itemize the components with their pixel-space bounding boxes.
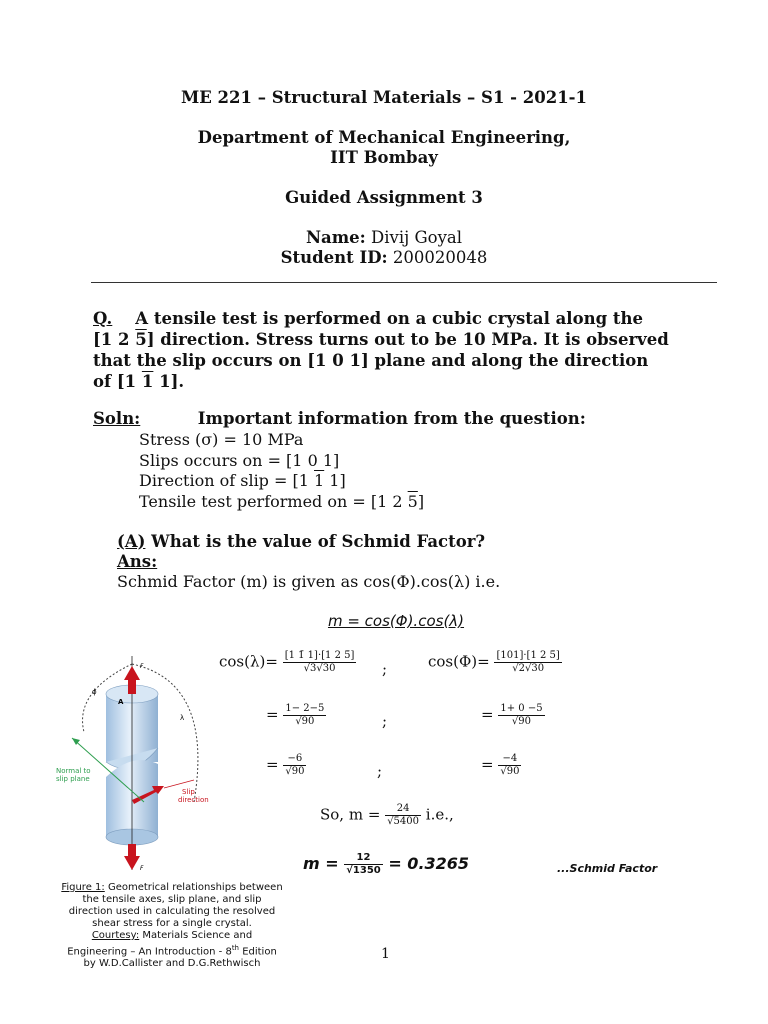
label-phi: ϕ: [92, 688, 97, 696]
cos-lambda-fraction: $\frac{[1 1̄ 1]\cdot[1 2 5̄]}{√3√30}$: [284, 650, 355, 674]
cos-phi-eq: cos(Φ)= $\frac{[101]\cdot[1 2 5̄]}{√2√30}$: [428, 650, 560, 674]
department-line-2: IIT Bombay: [330, 148, 438, 167]
lambda-step-2: = $\frac{1- 2-5}{√90}$: [266, 703, 325, 727]
question-line-2: [1 2 5] direction. Stress turns out to be 10 MPa. It is observed: [93, 330, 669, 349]
semicolon-3: ;: [377, 762, 383, 780]
semicolon-1: ;: [382, 660, 388, 678]
lambda-step-3: = $\frac{-6}{√90}$: [266, 753, 305, 777]
schmid-formula: m = cos(Φ).cos(λ): [327, 612, 465, 630]
student-name: [0, 228, 768, 247]
student-id: [0, 248, 768, 267]
force-arrow-down: [124, 844, 140, 870]
normal-label-2: slip plane: [56, 775, 90, 783]
assignment-title: Guided Assignment 3: [285, 188, 483, 207]
course-title: ME 221 – Structural Materials – S1 - 2021-1: [180, 88, 588, 107]
id-label: Student ID:: [280, 248, 388, 267]
final-m-equation: m = $\frac{12}{√1350}$ = 0.3265: [303, 852, 470, 876]
department-line-1: Department of Mechanical Engineering,: [197, 128, 571, 147]
solution-label: Soln:: [93, 409, 141, 428]
question-line-3: that the slip occurs on [1 0 1] plane and along the direction: [93, 351, 649, 370]
label-f-top: F: [140, 663, 144, 670]
slip-label-1: Slip: [182, 788, 195, 796]
schmid-factor-label: ...Schmid Factor: [557, 862, 658, 875]
phi-step-2: = $\frac{1+ 0 -5}{√90}$: [481, 703, 543, 727]
slip-geometry-figure: [54, 652, 224, 874]
label-f-bottom: F: [140, 865, 144, 872]
name-value: Divij Goyal: [371, 228, 463, 247]
part-a-question: (A) What is the value of Schmid Factor?: [117, 532, 486, 551]
question-block: [93, 308, 733, 392]
label-lambda: λ: [180, 714, 185, 722]
part-a-label: (A): [117, 532, 146, 551]
info-stress: Stress (σ) = 10 MPa: [139, 430, 304, 449]
info-tensile: Tensile test performed on = [1 2 5]: [139, 491, 425, 511]
phi-step-3: = $\frac{-4}{√90}$: [481, 753, 520, 777]
id-value: 200020048: [392, 248, 488, 267]
semicolon-2: ;: [382, 712, 388, 730]
solution-heading: Soln: Important information from the question:: [93, 409, 586, 428]
page-number: 1: [381, 946, 390, 962]
answer-text: Schmid Factor (m) is given as cos(Φ).cos(λ) i.e.: [117, 572, 501, 591]
info-slip-direction: Direction of slip = [1 1 1]: [139, 471, 346, 490]
solution-info: [139, 430, 424, 512]
cos-lambda-eq: cos(λ)= $\frac{[1 1̄ 1]\cdot[1 2 5̄]}{√3√30}$: [219, 650, 355, 674]
question-line-4: of [1 1 1].: [93, 372, 185, 391]
label-a: A: [118, 698, 124, 706]
normal-label-1: Normal to: [56, 767, 91, 775]
header-divider: [91, 282, 717, 283]
slip-label-2: direction: [178, 796, 209, 804]
caption-title: Figure 1:: [61, 882, 105, 893]
name-label: Name:: [305, 228, 366, 247]
answer-label: Ans:: [117, 552, 158, 571]
question-label: Q.: [93, 309, 113, 328]
question-line-1: Q. A tensile test is performed on a cubic crystal along the: [93, 309, 643, 328]
figure-caption: Figure 1: Geometrical relationships between the tensile axes, slip plane, and slip direction used in calculating the resolved shear stress for a single crystal. Courtesy: Materials Science and Engineering – An Introduction - 8th Edition by W.D.Callister and D.G.Rethwisch: [61, 882, 283, 970]
cos-phi-fraction: $\frac{[101]\cdot[1 2 5̄]}{√2√30}$: [496, 650, 560, 674]
so-m-equation: So, m = $\frac{24}{√5400}$ i.e.,: [320, 803, 454, 827]
info-slip-plane: Slips occurs on = [1 0 1]: [139, 450, 340, 470]
